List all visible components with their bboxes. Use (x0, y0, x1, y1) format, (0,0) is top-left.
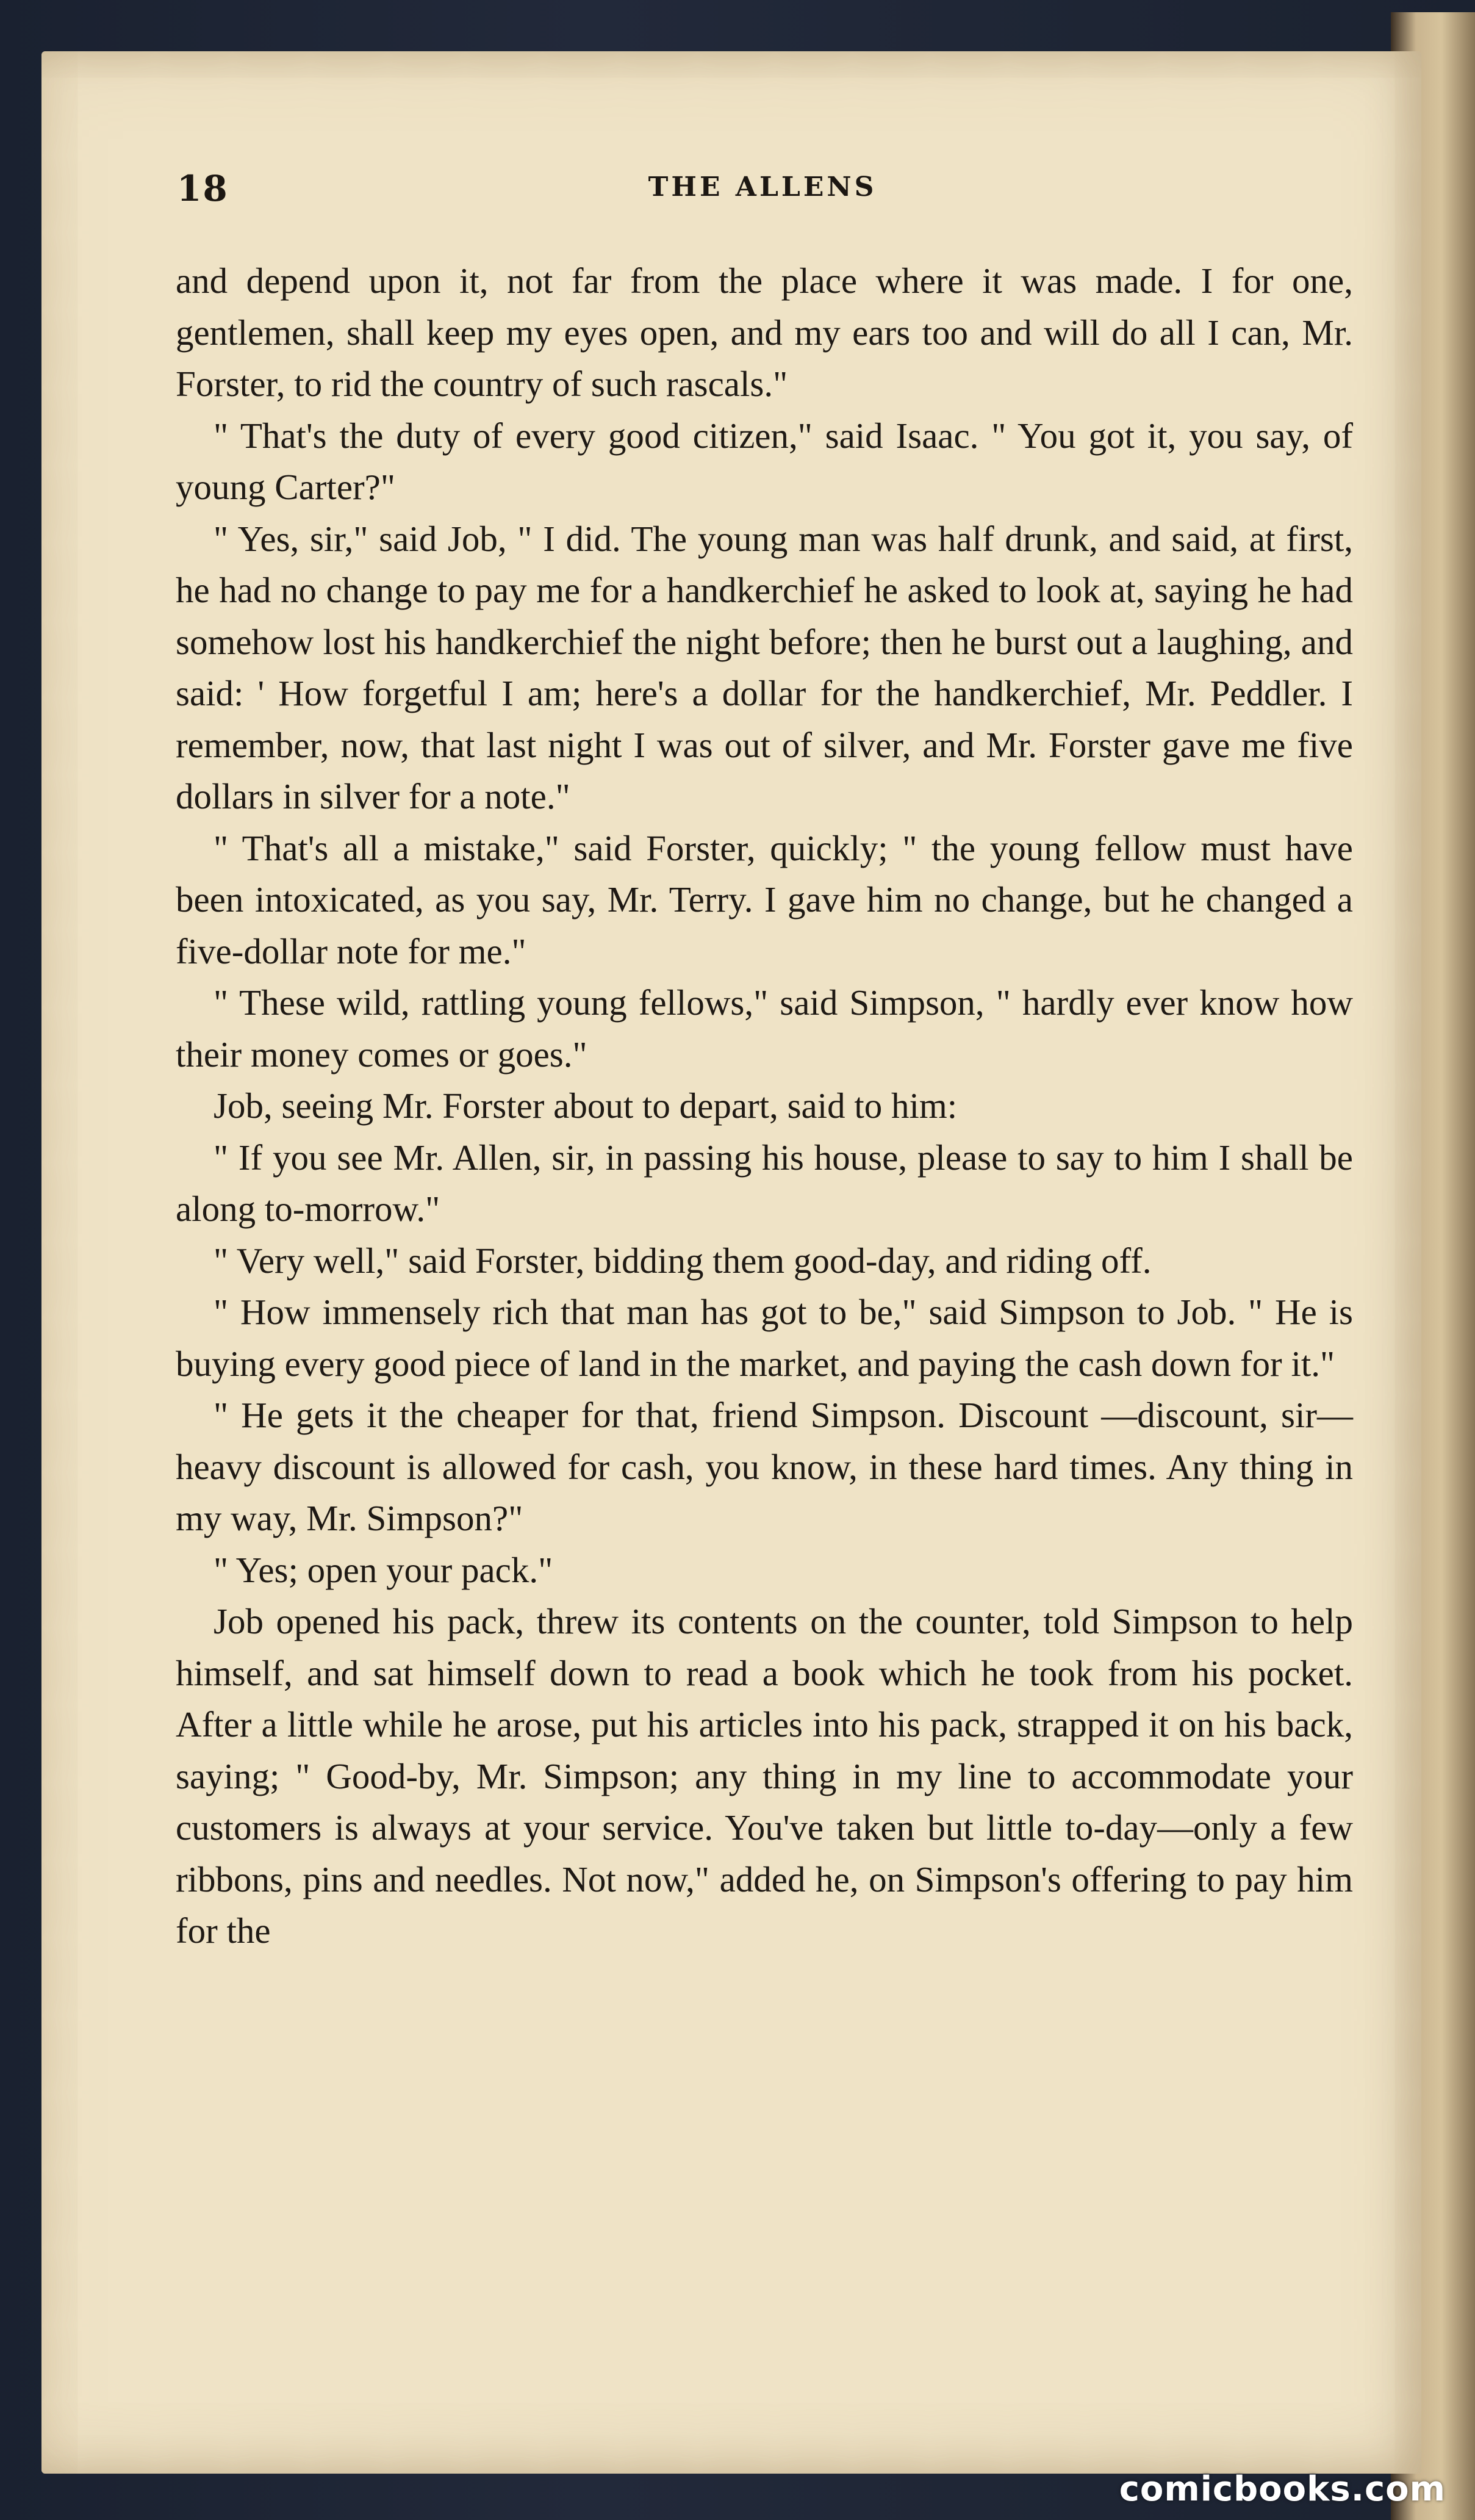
paragraph: " Yes, sir," said Job, " I did. The young man was half drunk, and said, at first, he had no change to pay me for a handkerchief he asked to look at, saying he had somehow lost his handkerchief the night before; then he burst out a laughing, and said: ' How forgetful I am; here's a dollar for the handkerchief, Mr. Peddler. I remember, now, that last night I was out of silver, and Mr. Forster gave me five dollars in silver for a note." (176, 518, 1353, 816)
paragraph: and depend upon it, not far from the place where it was made. I for one, gentlemen, shall keep my eyes open, and my ears too and will do all I can, Mr. Forster, to rid the country of such rascals." (176, 261, 1353, 404)
paragraph: " Very well," said Forster, bidding them good-day, and riding off. (214, 1240, 1152, 1281)
body-text (176, 255, 1353, 1957)
paragraph: " How immensely rich that man has got to be," said Simpson to Job. " He is buying every good piece of land in the market, and paying the cash down for it." (176, 1292, 1353, 1384)
paragraph: " That's the duty of every good citizen," said Isaac. " You got it, you say, of young Carter?" (176, 415, 1353, 507)
page-header (177, 168, 1348, 211)
paragraph: Job opened his pack, threw its contents on the counter, told Simpson to help himself, and sat himself down to read a book which he took from his pocket. After a little while he arose, put his articles into his pack, strapped it on his back, saying; " Good-by, Mr. Simpson; any thing in my line to accommodate your customers is always at your service. You've taken but little to-day—only a few ribbons, pins and needles. Not now," added he, on Simpson's offering to pay him for the (176, 1601, 1353, 1951)
page-number: 18 (177, 168, 229, 209)
paragraph: " If you see Mr. Allen, sir, in passing his house, please to say to him I shall be along to-morrow." (176, 1137, 1353, 1229)
watermark: comicbooks.com (1119, 2469, 1446, 2509)
paragraph: " That's all a mistake," said Forster, quickly; " the young fellow must have been intoxicated, as you say, Mr. Terry. I gave him no change, but he changed a five-dollar note for me." (176, 827, 1353, 971)
running-head: THE ALLENS (648, 171, 877, 203)
paragraph: " These wild, rattling young fellows," said Simpson, " hardly ever know how their money comes or goes." (176, 982, 1353, 1075)
paragraph: " Yes; open your pack." (214, 1549, 553, 1590)
paragraph: " He gets it the cheaper for that, friend Simpson. Discount —discount, sir—heavy discount is allowed for cash, you know, in these hard times. Any thing in my way, Mr. Simpson?" (176, 1395, 1353, 1538)
paragraph: Job, seeing Mr. Forster about to depart, said to him: (214, 1085, 958, 1126)
